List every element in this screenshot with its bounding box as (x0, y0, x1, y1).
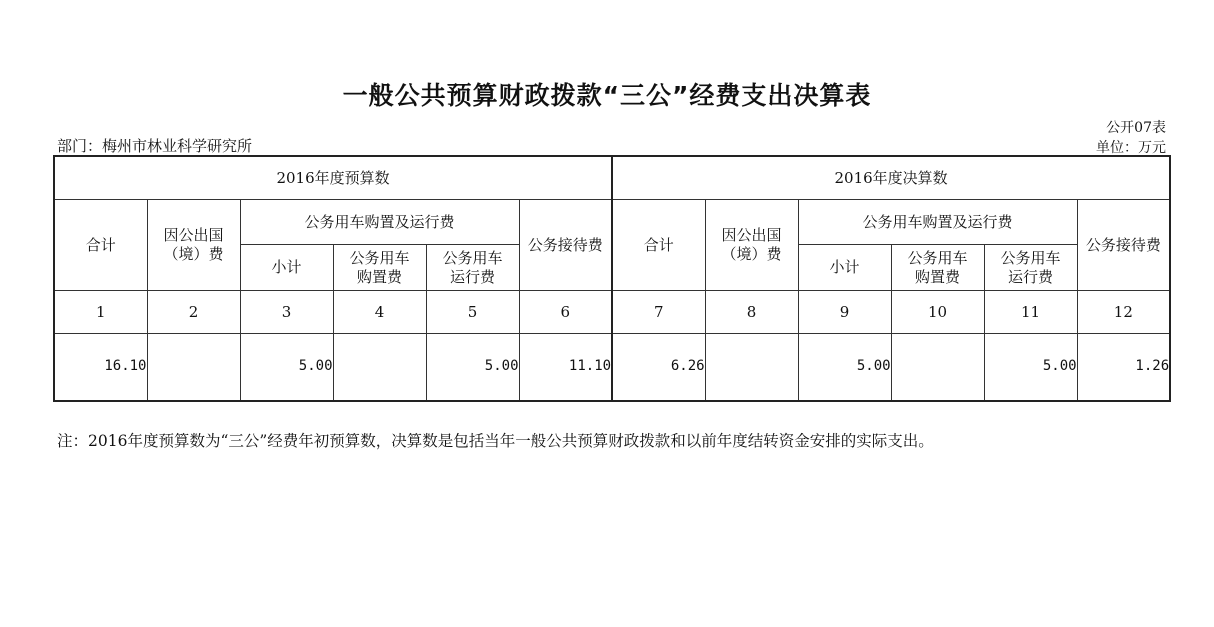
column-number: 11 (984, 291, 1077, 334)
budget-total-header: 合计 (54, 200, 147, 291)
budget-purchase-header: 公务用车 购置费 (333, 245, 426, 291)
budget-header: 2016年度预算数 (54, 156, 612, 200)
column-number: 7 (612, 291, 705, 334)
final-reception-value: 1.26 (1077, 334, 1170, 402)
budget-total-value: 16.10 (54, 334, 147, 402)
form-number: 公开07表 (1106, 120, 1166, 136)
final-total-header: 合计 (612, 200, 705, 291)
budget-subtotal-value: 5.00 (240, 334, 333, 402)
unit-label: 单位：万元 (1096, 140, 1166, 156)
budget-vehicle-header: 公务用车购置及运行费 (240, 200, 519, 245)
final-reception-header: 公务接待费 (1077, 200, 1170, 291)
page-title: 一般公共预算财政拨款“三公”经费支出决算表 (342, 81, 872, 110)
final-abroad-value (705, 334, 798, 402)
column-number: 4 (333, 291, 426, 334)
final-subtotal-header: 小计 (798, 245, 891, 291)
budget-operation-value: 5.00 (426, 334, 519, 402)
column-number: 12 (1077, 291, 1170, 334)
final-total-value: 6.26 (612, 334, 705, 402)
final-header: 2016年度决算数 (612, 156, 1170, 200)
budget-purchase-value (333, 334, 426, 402)
column-number: 9 (798, 291, 891, 334)
column-number: 8 (705, 291, 798, 334)
expenditure-table (53, 155, 1171, 402)
final-purchase-header: 公务用车 购置费 (891, 245, 984, 291)
column-number: 1 (54, 291, 147, 334)
final-vehicle-header: 公务用车购置及运行费 (798, 200, 1077, 245)
column-number: 6 (519, 291, 612, 334)
column-number: 5 (426, 291, 519, 334)
final-purchase-value (891, 334, 984, 402)
column-number: 3 (240, 291, 333, 334)
footnote: 注：2016年度预算数为“三公”经费年初预算数，决算数是包括当年一般公共预算财政拨款和以前年度结转资金安排的实际支出。 (57, 432, 934, 450)
budget-operation-header: 公务用车 运行费 (426, 245, 519, 291)
budget-reception-value: 11.10 (519, 334, 612, 402)
column-number: 2 (147, 291, 240, 334)
department-label: 部门：梅州市林业科学研究所 (57, 137, 253, 155)
final-operation-header: 公务用车 运行费 (984, 245, 1077, 291)
budget-subtotal-header: 小计 (240, 245, 333, 291)
budget-abroad-header: 因公出国 （境）费 (147, 200, 240, 291)
budget-reception-header: 公务接待费 (519, 200, 612, 291)
final-abroad-header: 因公出国 （境）费 (705, 200, 798, 291)
column-number: 10 (891, 291, 984, 334)
budget-abroad-value (147, 334, 240, 402)
final-subtotal-value: 5.00 (798, 334, 891, 402)
final-operation-value: 5.00 (984, 334, 1077, 402)
